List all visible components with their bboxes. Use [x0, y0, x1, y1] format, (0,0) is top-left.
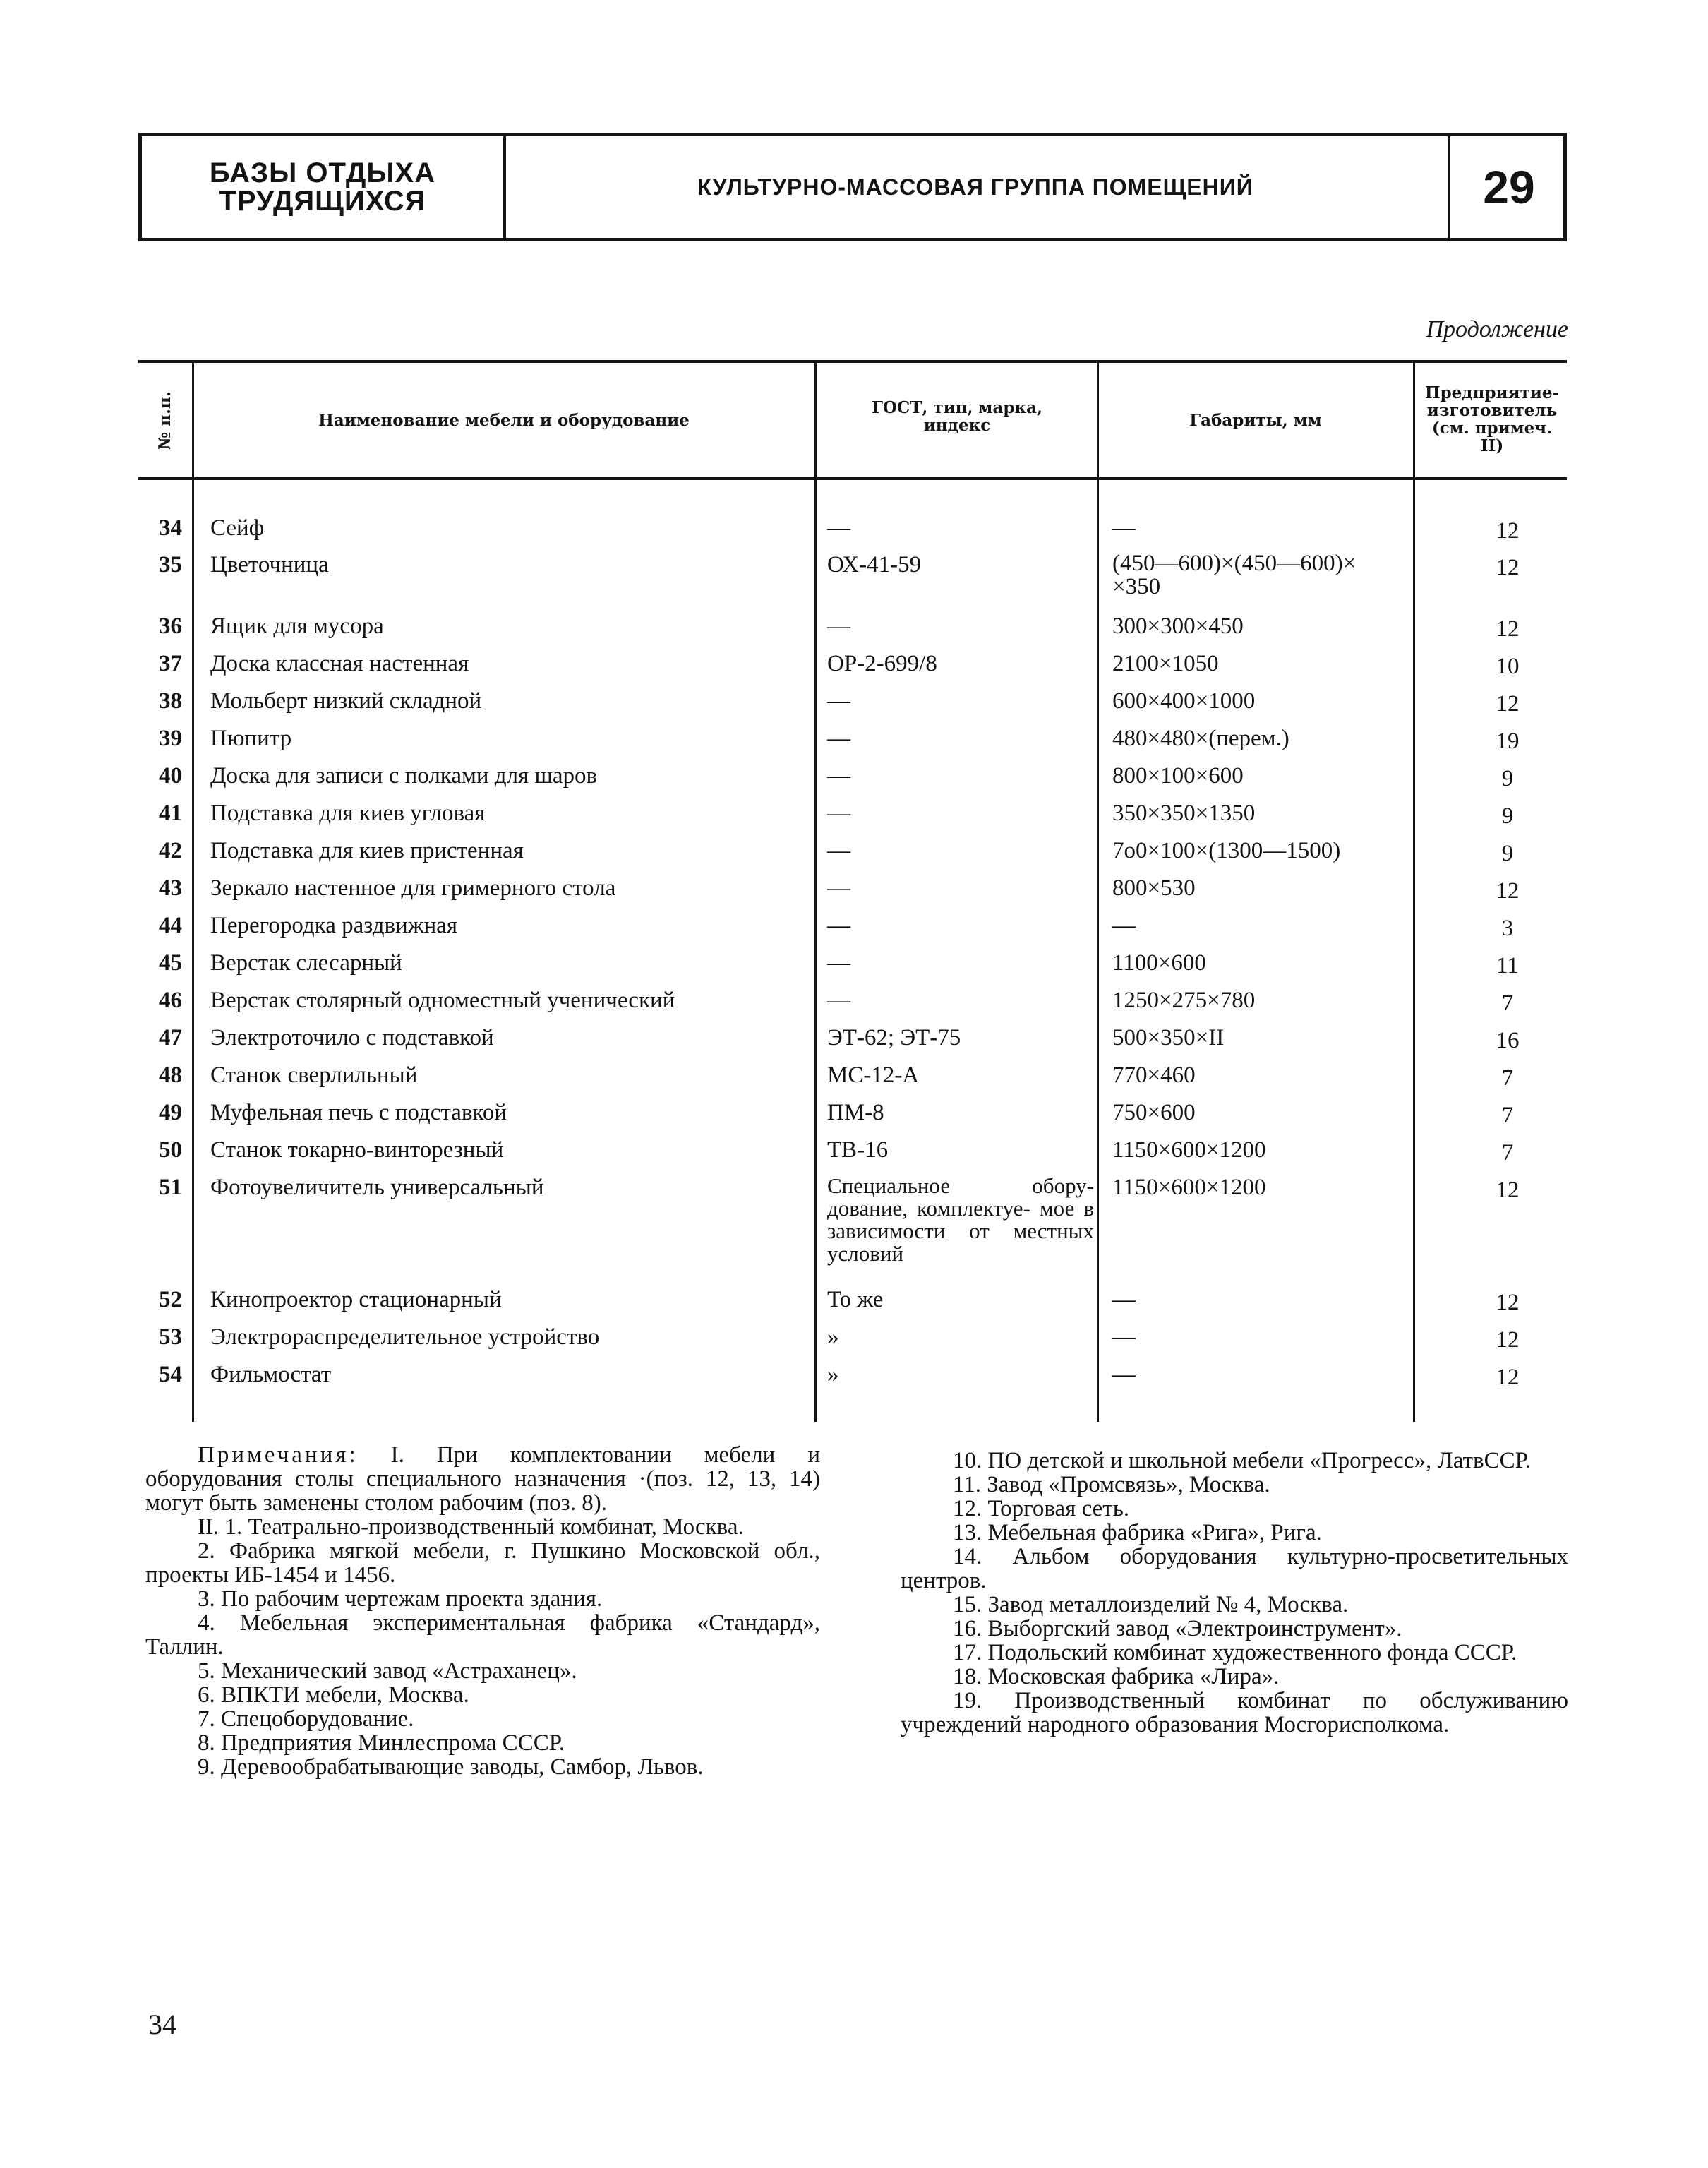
item-manufacturer: 7	[1501, 1140, 1514, 1166]
table-row	[138, 1324, 1567, 1361]
item-dimensions: 500×350×II	[1112, 1025, 1225, 1050]
table-row	[138, 1100, 1567, 1137]
table-row	[138, 1062, 1567, 1099]
row-number: 45	[159, 950, 182, 976]
item-name: Электроточило с подставкой	[210, 1025, 494, 1050]
col-header-gost: ГОСТ, тип, марка, индекс	[872, 398, 1042, 435]
item-dimensions: 7о0×100×(1300—1500)	[1112, 838, 1341, 863]
row-number: 54	[159, 1362, 182, 1387]
item-name: Электрораспределительное устройство	[210, 1324, 600, 1350]
item-dimensions: 770×460	[1112, 1062, 1196, 1088]
item-manufacturer: 10	[1496, 654, 1520, 679]
item-name: Подставка для киев пристенная	[210, 838, 524, 863]
page-number: 34	[148, 2008, 176, 2040]
item-name: Фильмостат	[210, 1362, 332, 1387]
item-dimensions: 1150×600×1200	[1112, 1137, 1266, 1163]
table-row	[138, 1362, 1567, 1399]
item-manufacturer: 12	[1496, 1178, 1520, 1203]
note-paragraph: 16. Выборгский завод «Электроинструмент».	[953, 1616, 1402, 1641]
note-paragraph: 14. Альбом оборудования культурно-просветительных центров.	[901, 1544, 1568, 1593]
row-number: 41	[159, 801, 182, 826]
note-paragraph: 4. Мебельная экспериментальная фабрика «Стандард», Таллин.	[145, 1610, 820, 1660]
item-dimensions: (450—600)×(450—600)× ×350	[1112, 551, 1357, 599]
table-row	[138, 1173, 1567, 1266]
table-row	[138, 613, 1567, 650]
item-manufacturer: 11	[1496, 953, 1519, 978]
item-manufacturer: 12	[1496, 691, 1520, 717]
item-dimensions: 1250×275×780	[1112, 988, 1256, 1013]
item-name: Мольберт низкий складной	[210, 688, 482, 714]
item-dimensions: 480×480×(перем.)	[1112, 726, 1289, 751]
item-name: Цветочница	[210, 552, 329, 577]
item-manufacturer: 9	[1501, 803, 1514, 829]
note-paragraph: II. 1. Театрально-производственный комбинат, Москва.	[198, 1514, 744, 1540]
note-paragraph: 8. Предприятия Минлеспрома СССР.	[198, 1730, 565, 1756]
item-gost: —	[827, 988, 850, 1013]
notes-right	[901, 1449, 1568, 1737]
note-paragraph: 12. Торговая сеть.	[953, 1496, 1130, 1521]
note-paragraph: 13. Мебельная фабрика «Рига», Рига.	[953, 1520, 1322, 1545]
item-name: Верстак столярный одноместный ученический	[210, 988, 675, 1013]
item-manufacturer: 12	[1496, 555, 1520, 580]
table-row	[138, 763, 1567, 800]
note-paragraph: 15. Завод металлоизделий № 4, Москва.	[953, 1592, 1349, 1617]
item-gost: —	[827, 801, 850, 826]
table-row	[138, 726, 1567, 762]
table-row	[138, 551, 1567, 599]
item-dimensions: —	[1112, 515, 1136, 541]
row-number: 53	[159, 1324, 182, 1350]
item-manufacturer: 7	[1501, 1103, 1514, 1128]
header-title-line2: ТРУДЯЩИХСЯ	[219, 186, 426, 217]
item-name: Зеркало настенное для гримерного стола	[210, 875, 616, 901]
row-number: 46	[159, 988, 182, 1013]
item-gost: ТВ-16	[827, 1137, 889, 1163]
item-name: Муфельная печь с подставкой	[210, 1100, 507, 1125]
row-number: 48	[159, 1062, 182, 1088]
item-dimensions: 800×100×600	[1112, 763, 1244, 789]
table-row	[138, 838, 1567, 875]
item-dimensions: 350×350×1350	[1112, 801, 1256, 826]
item-dimensions: 2100×1050	[1112, 651, 1219, 676]
row-number: 40	[159, 763, 182, 789]
item-name: Станок токарно-винторезный	[210, 1137, 504, 1163]
item-dimensions: 1100×600	[1112, 950, 1206, 976]
table-row	[138, 913, 1567, 950]
item-gost: —	[827, 875, 850, 901]
note-paragraph: 18. Московская фабрика «Лира».	[953, 1664, 1280, 1689]
table-row	[138, 515, 1567, 552]
item-dimensions: 300×300×450	[1112, 613, 1244, 639]
item-gost: ОХ-41-59	[827, 552, 922, 577]
item-manufacturer: 12	[1496, 1365, 1520, 1390]
item-manufacturer: 7	[1501, 990, 1514, 1016]
note-paragraph: 3. По рабочим чертежам проекта здания.	[198, 1586, 603, 1612]
header-section-title	[142, 136, 506, 238]
sheet-number: 29	[1483, 161, 1535, 213]
item-gost: МС-12-А	[827, 1062, 920, 1088]
item-manufacturer: 12	[1496, 1290, 1520, 1315]
item-gost: То же	[827, 1287, 884, 1312]
item-manufacturer: 9	[1501, 841, 1514, 866]
header-subject-text: КУЛЬТУРНО-МАССОВАЯ ГРУППА ПОМЕЩЕНИЙ	[697, 174, 1253, 200]
item-gost: —	[827, 688, 850, 714]
row-number: 49	[159, 1100, 182, 1125]
row-number: 35	[159, 552, 182, 577]
item-manufacturer: 19	[1496, 729, 1520, 754]
continuation-label: Продолжение	[1426, 316, 1568, 342]
note-paragraph: 6. ВПКТИ мебели, Москва.	[198, 1682, 469, 1708]
table-row	[138, 1137, 1567, 1174]
item-gost: —	[827, 726, 850, 751]
item-gost: »	[827, 1324, 839, 1350]
col-header-dimensions: Габариты, мм	[1189, 410, 1322, 430]
item-dimensions: 750×600	[1112, 1100, 1196, 1125]
item-name: Верстак слесарный	[210, 950, 402, 976]
note-paragraph: 5. Механический завод «Астраханец».	[198, 1658, 577, 1684]
table-row	[138, 801, 1567, 837]
item-dimensions: 1150×600×1200	[1112, 1175, 1266, 1200]
row-number: 52	[159, 1287, 182, 1312]
row-number: 50	[159, 1137, 182, 1163]
table-row	[138, 988, 1567, 1024]
item-gost: —	[827, 913, 850, 938]
note-paragraph: 19. Производственный комбинат по обслуживанию учреждений народного образования Мосгорисполкома.	[901, 1688, 1568, 1737]
row-number: 43	[159, 875, 182, 901]
page-header	[138, 133, 1567, 241]
item-gost: —	[827, 763, 850, 789]
note-paragraph: 10. ПО детской и школьной мебели «Прогресс», ЛатвССР.	[953, 1448, 1532, 1473]
note-paragraph: 9. Деревообрабатывающие заводы, Самбор, Львов.	[198, 1754, 704, 1780]
item-manufacturer: 12	[1496, 1327, 1520, 1353]
table-row	[138, 688, 1567, 725]
item-name: Доска классная настенная	[210, 651, 469, 676]
header-subject	[506, 136, 1445, 238]
item-manufacturer: 9	[1501, 766, 1514, 791]
item-dimensions: 600×400×1000	[1112, 688, 1256, 714]
row-number: 39	[159, 726, 182, 751]
table-row	[138, 651, 1567, 688]
table-row	[138, 1025, 1567, 1062]
item-gost: —	[827, 950, 850, 976]
note-paragraph: Примечания: I. При комплектовании мебели и оборудования столы специального назначения ·(поз. 12, 13, 14) могут быть заменены столом рабочим (поз. 8).	[145, 1442, 820, 1516]
note-paragraph: 11. Завод «Промсвязь», Москва.	[953, 1472, 1270, 1497]
item-manufacturer: 16	[1496, 1028, 1520, 1053]
item-gost: —	[827, 515, 850, 541]
table-row	[138, 950, 1567, 987]
item-gost: ЭТ-62; ЭТ-75	[827, 1025, 961, 1050]
item-manufacturer: 12	[1496, 878, 1520, 904]
row-number: 44	[159, 913, 182, 938]
item-gost: —	[827, 838, 850, 863]
row-number: 34	[159, 515, 182, 541]
item-name: Ящик для мусора	[210, 613, 384, 639]
equipment-table	[138, 360, 1567, 1425]
header-title-line1: БАЗЫ ОТДЫХА	[209, 157, 436, 188]
col-header-manufacturer: Предприятие-изготовитель (см. примеч. II)	[1424, 383, 1560, 455]
header-sheet-number	[1448, 136, 1568, 238]
item-dimensions: —	[1112, 1287, 1136, 1312]
item-dimensions: —	[1112, 1362, 1136, 1387]
item-manufacturer: 3	[1501, 916, 1514, 941]
col-header-num: № п.п.	[155, 390, 174, 450]
item-gost: Специальное обору- дование, комплектуе- мое в зависимости от местных условий	[827, 1173, 1094, 1266]
item-manufacturer: 12	[1496, 518, 1520, 544]
row-number: 36	[159, 613, 182, 639]
item-name: Фотоувеличитель универсальный	[210, 1175, 544, 1200]
item-gost: —	[827, 613, 850, 639]
item-name: Кинопроектор стационарный	[210, 1287, 502, 1312]
item-gost: ОР-2-699/8	[827, 651, 937, 676]
item-manufacturer: 12	[1496, 616, 1520, 642]
item-name: Доска для записи с полками для шаров	[210, 763, 598, 789]
item-dimensions: —	[1112, 1324, 1136, 1350]
item-gost: »	[827, 1362, 839, 1387]
item-dimensions: 800×530	[1112, 875, 1196, 901]
row-number: 38	[159, 688, 182, 714]
table-row	[138, 875, 1567, 912]
item-manufacturer: 7	[1501, 1065, 1514, 1091]
table-header-rule	[138, 477, 1567, 480]
note-paragraph: 17. Подольский комбинат художественного фонда СССР.	[953, 1640, 1517, 1665]
row-number: 47	[159, 1025, 182, 1050]
notes-left	[145, 1443, 820, 1779]
row-number: 42	[159, 838, 182, 863]
note-paragraph: 2. Фабрика мягкой мебели, г. Пушкино Московской обл., проекты ИБ-1454 и 1456.	[145, 1538, 820, 1588]
row-number: 37	[159, 651, 182, 676]
item-name: Станок сверлильный	[210, 1062, 418, 1088]
item-name: Пюпитр	[210, 726, 292, 751]
row-number: 51	[159, 1175, 182, 1200]
col-header-name: Наименование мебели и оборудование	[318, 410, 690, 430]
item-dimensions: —	[1112, 913, 1136, 938]
item-name: Подставка для киев угловая	[210, 801, 486, 826]
item-name: Перегородка раздвижная	[210, 913, 458, 938]
item-gost: ПМ-8	[827, 1100, 884, 1125]
item-name: Сейф	[210, 515, 265, 541]
table-row	[138, 1287, 1567, 1324]
note-paragraph: 7. Спецоборудование.	[198, 1706, 414, 1732]
